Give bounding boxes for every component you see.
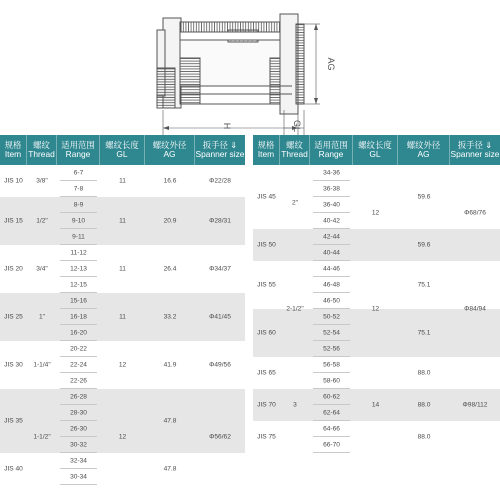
header-item: 规格 Item: [253, 135, 280, 165]
range-separator: [60, 404, 97, 405]
range-cell: 34-36: [323, 169, 340, 177]
item-cell: JIS 65: [257, 369, 276, 377]
range-cell: 6-7: [73, 169, 84, 177]
range-separator: [313, 324, 350, 325]
thread-cell: 1": [38, 313, 46, 321]
range-cell: 9-10: [71, 217, 86, 225]
range-separator: [313, 244, 350, 245]
spanner-cell: Φ49/56: [209, 361, 231, 369]
item-band: [253, 261, 500, 309]
range-cell: 40-44: [323, 249, 340, 257]
range-separator: [313, 356, 350, 357]
range-cell: 12-13: [70, 265, 87, 273]
header-range: 适用范围 Range: [57, 135, 100, 165]
gl-cell: 12: [371, 305, 380, 313]
cable-gland-drawing: [0, 0, 500, 136]
range-cell: 46-48: [323, 281, 340, 289]
item-cell: JIS 45: [257, 193, 276, 201]
thread-cell: 1-1/2": [33, 433, 51, 441]
range-cell: 26-30: [70, 425, 87, 433]
header-thread: 螺纹 Thread: [280, 135, 310, 165]
range-cell: 44-46: [323, 265, 340, 273]
range-separator: [60, 356, 97, 357]
range-separator: [313, 420, 350, 421]
range-cell: 50-52: [323, 313, 340, 321]
gl-cell: 12: [118, 361, 127, 369]
gl-cell: 12: [371, 209, 380, 217]
range-cell: 15-16: [70, 297, 87, 305]
spanner-cell: Φ84/94: [464, 305, 486, 313]
range-separator: [60, 196, 97, 197]
ag-cell: 75.1: [417, 329, 431, 337]
spanner-cell: Φ56/62: [209, 433, 231, 441]
header-gl: 螺纹长度 GL: [353, 135, 398, 165]
spanner-cell: Φ41/45: [209, 313, 231, 321]
item-cell: JIS 60: [257, 329, 276, 337]
ag-dimension-label: AG: [326, 57, 336, 71]
range-cell: 11-12: [70, 249, 87, 257]
item-band: [253, 229, 500, 261]
spanner-cell: Φ98/112: [462, 401, 488, 409]
range-separator: [60, 452, 97, 453]
item-cell: JIS 35: [4, 417, 23, 425]
ag-cell: 88.0: [417, 433, 431, 441]
spanner-cell: Φ28/31: [209, 217, 231, 225]
spanner-cell: Φ68/76: [464, 209, 486, 217]
range-separator: [60, 324, 97, 325]
range-separator: [60, 180, 97, 181]
gl-cell: 11: [119, 177, 126, 185]
header-gl: 螺纹长度 GL: [100, 135, 145, 165]
range-cell: 60-62: [323, 393, 340, 401]
ag-cell: 47.8: [163, 417, 177, 425]
gl-cell: 11: [119, 217, 126, 225]
ag-cell: 47.8: [163, 465, 177, 473]
range-separator: [313, 196, 350, 197]
range-separator: [60, 420, 97, 421]
range-cell: 16-18: [70, 313, 87, 321]
range-separator: [313, 212, 350, 213]
item-band: [0, 389, 245, 453]
item-cell: JIS 55: [257, 281, 276, 289]
range-separator: [60, 292, 97, 293]
range-separator: [60, 468, 97, 469]
range-separator: [60, 340, 97, 341]
ag-cell: 33.2: [163, 313, 177, 321]
item-cell: JIS 40: [4, 465, 23, 473]
header-ag: 螺纹外径 AG: [398, 135, 450, 165]
range-separator: [60, 212, 97, 213]
range-cell: 30-34: [70, 473, 87, 481]
range-cell: 32-34: [70, 457, 87, 465]
range-cell: 16-20: [70, 329, 87, 337]
range-cell: 56-58: [323, 361, 340, 369]
table-body: [253, 165, 500, 453]
range-cell: 36-40: [323, 201, 340, 209]
ag-cell: 41.9: [163, 361, 177, 369]
range-cell: 64-66: [323, 425, 340, 433]
table-header: [0, 135, 245, 165]
ag-cell: 20.9: [163, 217, 177, 225]
gl-dimension-label: GL: [292, 119, 302, 133]
range-separator: [313, 340, 350, 341]
range-cell: 8-9: [73, 201, 84, 209]
range-separator: [313, 180, 350, 181]
ag-cell: 88.0: [417, 401, 431, 409]
range-separator: [313, 276, 350, 277]
header-range: 适用范围 Range: [310, 135, 353, 165]
ag-cell: 59.6: [417, 241, 431, 249]
range-cell: 36-38: [323, 185, 340, 193]
gl-cell: 11: [119, 265, 126, 273]
range-separator: [313, 228, 350, 229]
gl-cell: 14: [371, 401, 380, 409]
range-separator: [60, 372, 97, 373]
item-band: [253, 421, 500, 453]
item-band: [253, 357, 500, 389]
range-cell: 52-54: [323, 329, 340, 337]
range-cell: 46-50: [323, 297, 340, 305]
item-cell: JIS 15: [4, 217, 23, 225]
spec-table-right: [253, 135, 500, 453]
range-separator: [60, 244, 97, 245]
range-separator: [313, 452, 350, 453]
range-cell: 66-70: [323, 441, 340, 449]
item-cell: JIS 25: [4, 313, 23, 321]
range-separator: [60, 484, 97, 485]
item-cell: JIS 50: [257, 241, 276, 249]
range-cell: 30-32: [70, 441, 87, 449]
range-cell: 42-44: [323, 233, 340, 241]
table-body: [0, 165, 245, 485]
range-separator: [60, 228, 97, 229]
ag-cell: 75.1: [417, 281, 431, 289]
range-cell: 58-60: [323, 377, 340, 385]
item-band: [253, 309, 500, 357]
range-separator: [313, 372, 350, 373]
range-separator: [313, 404, 350, 405]
header-spanner: 扳手径 ⇓ Spanner size: [450, 139, 500, 159]
range-separator: [313, 260, 350, 261]
thread-cell: 1/2": [36, 217, 48, 225]
header-spanner: 扳手径 ⇓ Spanner size: [195, 139, 245, 159]
range-cell: 28-30: [70, 409, 87, 417]
h-dimension-label: H: [222, 122, 232, 130]
gl-cell: 11: [119, 313, 126, 321]
ag-cell: 88.0: [417, 369, 431, 377]
spec-table-left: [0, 135, 245, 485]
header-thread: 螺纹 Thread: [27, 135, 57, 165]
spanner-cell: Φ22/28: [209, 177, 231, 185]
item-cell: JIS 30: [4, 361, 23, 369]
table-header: [253, 135, 500, 165]
range-separator: [60, 388, 97, 389]
thread-cell: 3/4": [36, 265, 48, 273]
range-cell: 12-15: [70, 281, 87, 289]
range-separator: [60, 436, 97, 437]
range-separator: [60, 276, 97, 277]
ag-cell: 59.6: [417, 193, 431, 201]
item-cell: JIS 70: [257, 401, 276, 409]
range-cell: 7-8: [73, 185, 84, 193]
header-item: 规格 Item: [0, 135, 27, 165]
item-cell: JIS 75: [257, 433, 276, 441]
thread-cell: 3: [293, 401, 297, 409]
range-cell: 26-28: [70, 393, 87, 401]
range-cell: 22-24: [70, 361, 87, 369]
thread-cell: 3/8": [36, 177, 48, 185]
thread-cell: 2-1/2": [286, 305, 304, 313]
ag-cell: 26.4: [163, 265, 177, 273]
gl-cell: 12: [118, 433, 127, 441]
range-cell: 52-56: [323, 345, 340, 353]
range-separator: [313, 388, 350, 389]
range-cell: 20-22: [70, 345, 87, 353]
header-ag: 螺纹外径 AG: [145, 135, 195, 165]
range-cell: 22-26: [70, 377, 87, 385]
range-separator: [313, 292, 350, 293]
range-separator: [313, 308, 350, 309]
range-separator: [60, 308, 97, 309]
item-band: [253, 165, 500, 229]
range-separator: [60, 260, 97, 261]
spanner-cell: Φ34/37: [209, 265, 231, 273]
range-cell: 9-11: [72, 233, 85, 241]
item-cell: JIS 10: [4, 177, 23, 185]
item-band: [0, 453, 245, 485]
range-cell: 40-42: [323, 217, 340, 225]
thread-cell: 1-1/4": [33, 361, 51, 369]
ag-cell: 16.6: [163, 177, 177, 185]
range-separator: [313, 436, 350, 437]
thread-cell: 2": [291, 199, 299, 207]
range-cell: 62-64: [323, 409, 340, 417]
item-cell: JIS 20: [4, 265, 23, 273]
